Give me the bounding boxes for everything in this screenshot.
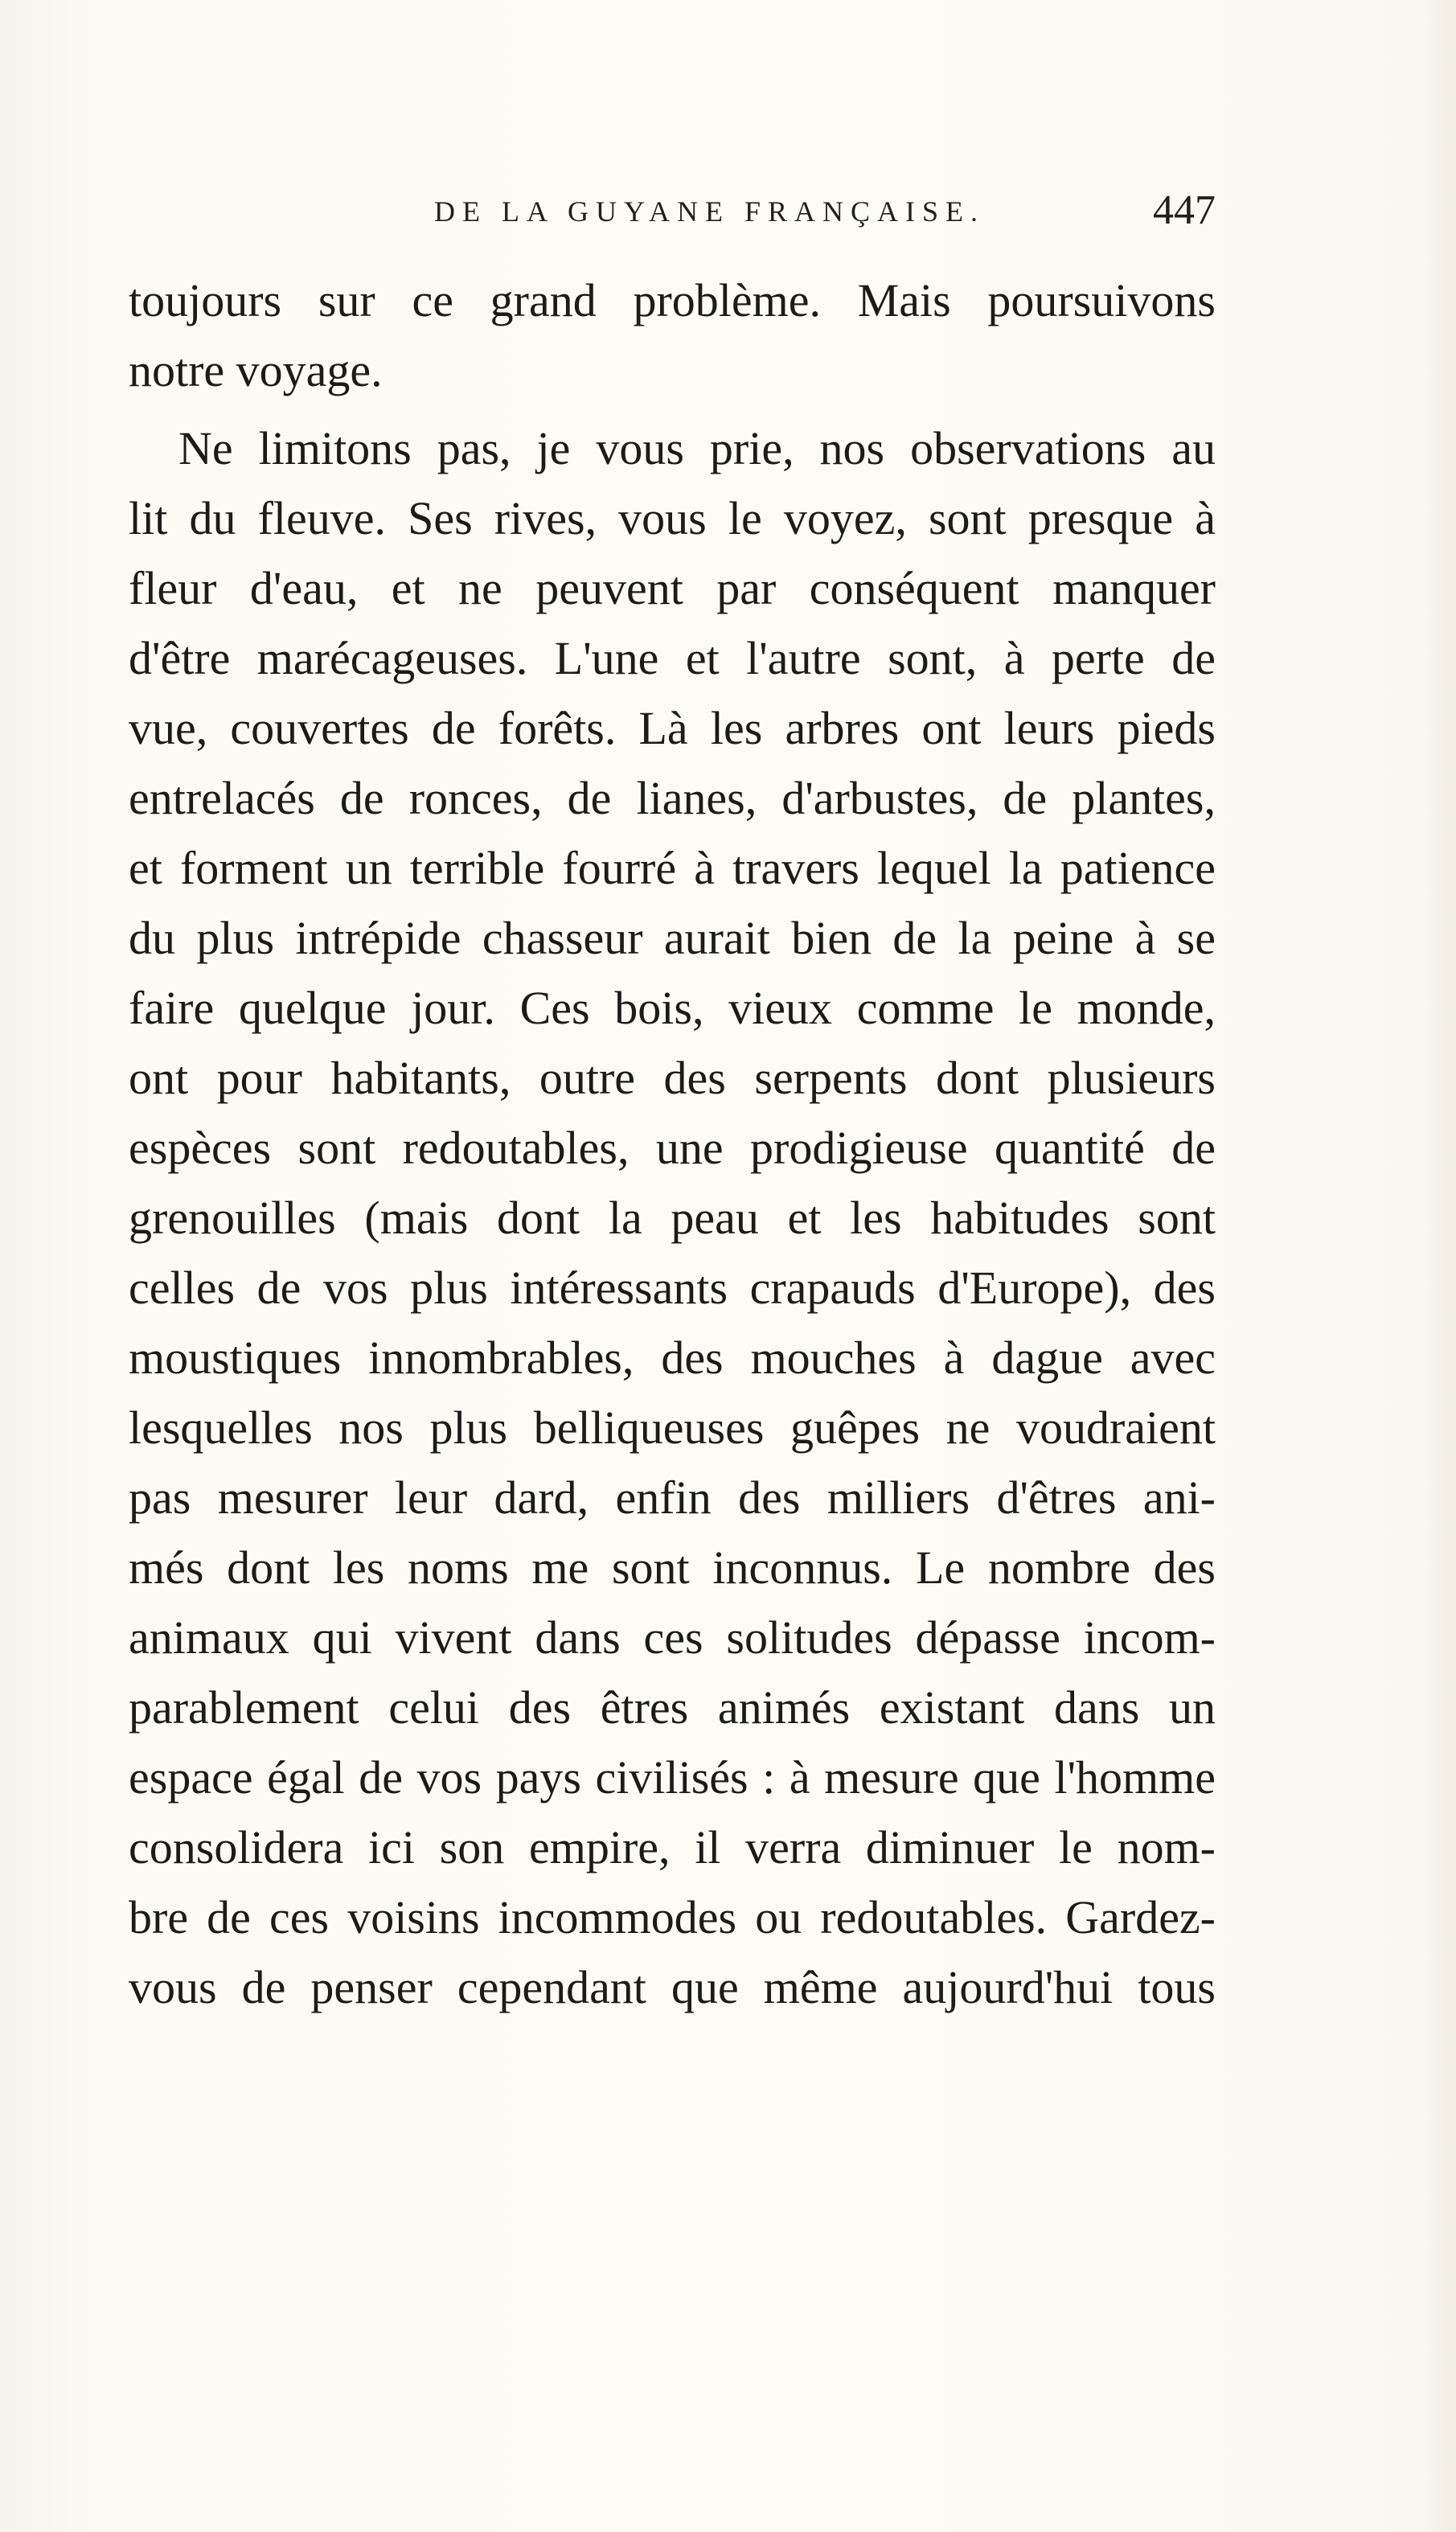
text-line: animaux qui vivent dans ces solitudes dépasse incom-	[129, 1611, 1216, 1664]
text-line: més dont les noms me sont inconnus. Le nombre des	[129, 1541, 1216, 1594]
page-number: 447	[1153, 187, 1216, 233]
text-line: grenouilles (mais dont la peau et les habitudes sont	[129, 1192, 1216, 1244]
text-line: vue, couvertes de forêts. Là les arbres ont leurs pieds	[129, 702, 1216, 754]
text-line: notre voyage.	[129, 344, 383, 396]
text-line: toujours sur ce grand problème. Mais poursuivons	[129, 274, 1216, 326]
text-line: du plus intrépide chasseur aurait bien de la peine à se	[129, 912, 1216, 964]
text-line: faire quelque jour. Ces bois, vieux comme le monde,	[129, 982, 1216, 1034]
paragraph	[129, 413, 1216, 2022]
text-line: consolidera ici son empire, il verra diminuer le nom-	[129, 1821, 1216, 1873]
paragraph	[129, 265, 1216, 405]
text-line: moustiques innombrables, des mouches à dague avec	[129, 1332, 1216, 1384]
running-head: DE LA GUYANE FRANÇAISE.	[434, 195, 986, 228]
text-line: pas mesurer leur dard, enfin des milliers d'êtres ani-	[129, 1471, 1216, 1524]
text-line: celles de vos plus intéressants crapauds d'Europe), des	[129, 1262, 1216, 1314]
page-edge-shading	[1424, 0, 1456, 2532]
text-line: fleur d'eau, et ne peuvent par conséquent manquer	[129, 562, 1216, 614]
text-line: parablement celui des êtres animés existant dans un	[129, 1681, 1216, 1734]
text-line: lesquelles nos plus belliqueuses guêpes ne voudraient	[129, 1401, 1216, 1454]
text-line: Ne limitons pas, je vous prie, nos observations au	[178, 422, 1216, 474]
text-line: et forment un terrible fourré à travers lequel la patience	[129, 842, 1216, 894]
body-text	[129, 265, 1216, 2022]
text-line: d'être marécageuses. L'une et l'autre sont, à perte de	[129, 632, 1216, 684]
page-header	[129, 183, 1216, 240]
text-line: entrelacés de ronces, de lianes, d'arbustes, de plantes,	[129, 772, 1216, 824]
text-line: espace égal de vos pays civilisés : à mesure que l'homme	[129, 1751, 1216, 1804]
paragraph-gap	[129, 405, 1216, 413]
text-line: espèces sont redoutables, une prodigieuse quantité de	[129, 1122, 1216, 1174]
text-line: lit du fleuve. Ses rives, vous le voyez, sont presque à	[129, 492, 1216, 544]
text-line: bre de ces voisins incommodes ou redoutables. Gardez-	[129, 1891, 1216, 1943]
text-line: ont pour habitants, outre des serpents dont plusieurs	[129, 1052, 1216, 1104]
text-line: vous de penser cependant que même aujourd'hui tous	[129, 1961, 1216, 2013]
